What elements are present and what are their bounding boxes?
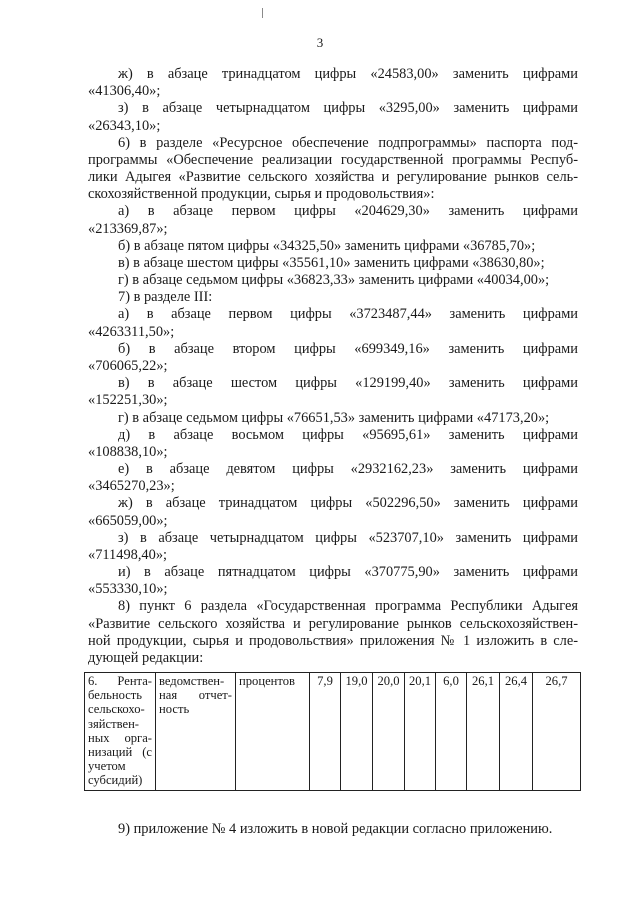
text-line: «711498,40»; (88, 547, 168, 563)
text-line: программы «Обеспечение реализации государственной программы Респуб- (88, 152, 578, 168)
text-line: дующей редакции: (88, 650, 204, 666)
text-line: «553330,10»; (88, 581, 168, 597)
value-cell: 20,1 (405, 673, 436, 791)
value-cell: 26,7 (533, 673, 581, 791)
text-line: б) в абзаце втором цифры «699349,16» заменить цифрами (118, 341, 578, 357)
cell-text-line: низаций (с (88, 745, 152, 760)
unit-cell: процентов (236, 673, 310, 791)
text-line: «Развитие сельского хозяйства и регулирование рынков сельскохозяйствен- (88, 616, 578, 632)
text-line: ной продукции, сырья и продовольствия» приложения № 1 изложить в сле- (88, 633, 578, 649)
text-line: з) в абзаце четырнадцатом цифры «3295,00» заменить цифрами (118, 100, 578, 116)
cell-text-line: ведомствен- (159, 674, 225, 688)
cell-text-line: бельность (88, 688, 143, 703)
text-line: «152251,30»; (88, 392, 168, 408)
text-line: 7) в разделе III: (118, 289, 213, 305)
text-line: «706065,22»; (88, 358, 168, 374)
cell-text-line: ная отчет- (159, 688, 232, 703)
text-line: г) в абзаце седьмом цифры «36823,33» заменить цифрами «40034,00»; (118, 272, 550, 288)
cell-text-line: 6. Рента- (88, 674, 152, 688)
cell-text-line: ность (159, 702, 190, 717)
cell-text-line: сельскохо- (88, 702, 145, 717)
value-cell: 20,0 (373, 673, 405, 791)
text-line: 6) в разделе «Ресурсное обеспечение подпрограммы» паспорта под- (118, 135, 578, 151)
indicator-table (84, 672, 581, 791)
text-line: и) в абзаце пятнадцатом цифры «370775,90» заменить цифрами (118, 564, 578, 580)
value-cell: 6,0 (436, 673, 467, 791)
page-number: 3 (316, 35, 324, 50)
cell-text-line: субсидий) (88, 773, 143, 788)
cell-text-line: ных орга- (88, 730, 152, 745)
value-cell: 19,0 (341, 673, 373, 791)
text-line: «213369,87»; (88, 221, 168, 237)
text-line: з) в абзаце четырнадцатом цифры «523707,10» заменить цифрами (118, 530, 578, 546)
text-line: е) в абзаце девятом цифры «2932162,23» заменить цифрами (118, 461, 578, 477)
value-cell: 26,1 (467, 673, 500, 791)
data-source-cell (156, 673, 236, 791)
text-line: скохозяйственной продукции, сырья и продовольствия»: (88, 186, 435, 202)
text-line: б) в абзаце пятом цифры «34325,50» заменить цифрами «36785,70»; (118, 238, 536, 254)
text-line: г) в абзаце седьмом цифры «76651,53» заменить цифрами «47173,20»; (118, 410, 550, 426)
text-line: «665059,00»; (88, 513, 168, 529)
text-line: а) в абзаце первом цифры «204629,30» заменить цифрами (118, 203, 578, 219)
text-line: в) в абзаце шестом цифры «129199,40» заменить цифрами (118, 375, 578, 391)
closing-line: 9) приложение № 4 изложить в новой редакции согласно приложению. (118, 821, 553, 837)
text-line: «41306,40»; (88, 83, 161, 99)
text-line: ж) в абзаце тринадцатом цифры «502296,50» заменить цифрами (118, 495, 578, 511)
text-line: «3465270,23»; (88, 478, 175, 494)
value-cell: 7,9 (310, 673, 341, 791)
cell-text-line: зяйствен- (88, 716, 139, 731)
text-line: д) в абзаце восьмом цифры «95695,61» заменить цифрами (118, 427, 578, 443)
text-line: «108838,10»; (88, 444, 168, 460)
text-line: 8) пункт 6 раздела «Государственная программа Республики Адыгея (118, 598, 578, 614)
indicator-name-cell (85, 673, 156, 791)
table-row (85, 673, 581, 791)
text-line: «4263311,50»; (88, 324, 175, 340)
cell-text-line: учетом (88, 759, 126, 774)
value-cell: 26,4 (500, 673, 533, 791)
text-line: в) в абзаце шестом цифры «35561,10» заменить цифрами «38630,80»; (118, 255, 545, 271)
text-line: «26343,10»; (88, 118, 161, 134)
scan-mark (262, 8, 263, 18)
text-line: лики Адыгея «Развитие сельского хозяйства и регулирование рынков сель- (88, 169, 578, 185)
text-line: а) в абзаце первом цифры «3723487,44» заменить цифрами (118, 306, 578, 322)
text-line: ж) в абзаце тринадцатом цифры «24583,00» заменить цифрами (118, 66, 578, 82)
